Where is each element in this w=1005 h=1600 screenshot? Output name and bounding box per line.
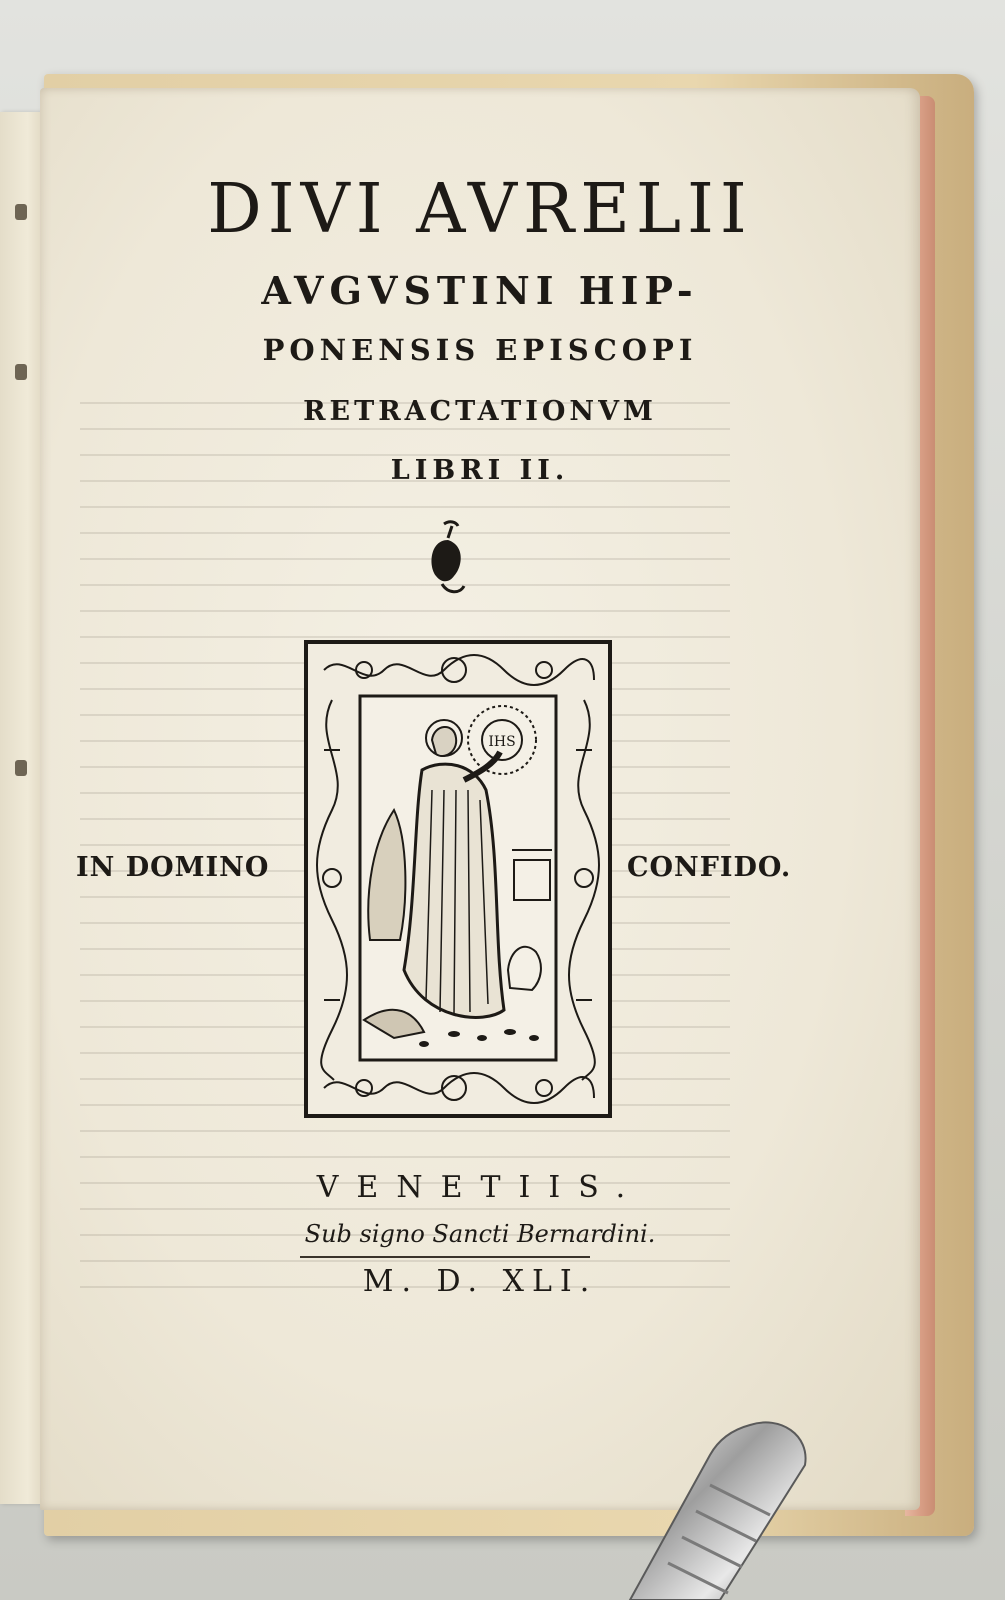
imprint-place: VENETIIS. [316,1170,644,1205]
motto-left: IN DOMINO [76,852,270,883]
title-line-3: PONENSIS EPISCOPI [262,333,698,367]
binding-thread [15,760,27,776]
binding-thread [15,204,27,220]
saint-bernardino-woodcut [304,640,612,1118]
title-line-5: LIBRI II. [390,455,570,486]
imprint-rule [300,1256,590,1258]
fleuron-icon [422,518,478,598]
imprint-printer: Sub signo Sancti Bernardini. [304,1220,656,1248]
motto-right: CONFIDO. [627,852,792,883]
imprint-date: M. D. XLI. [362,1264,598,1299]
ihs-monogram: IHS [488,734,516,750]
binding-thread [15,364,27,380]
title-line-2: AVGVSTINI HIP- [261,268,699,313]
metal-clip [600,1415,820,1600]
title-line-1: DIVI AVRELII [207,170,753,249]
title-line-4: RETRACTATIONVM [303,396,657,427]
